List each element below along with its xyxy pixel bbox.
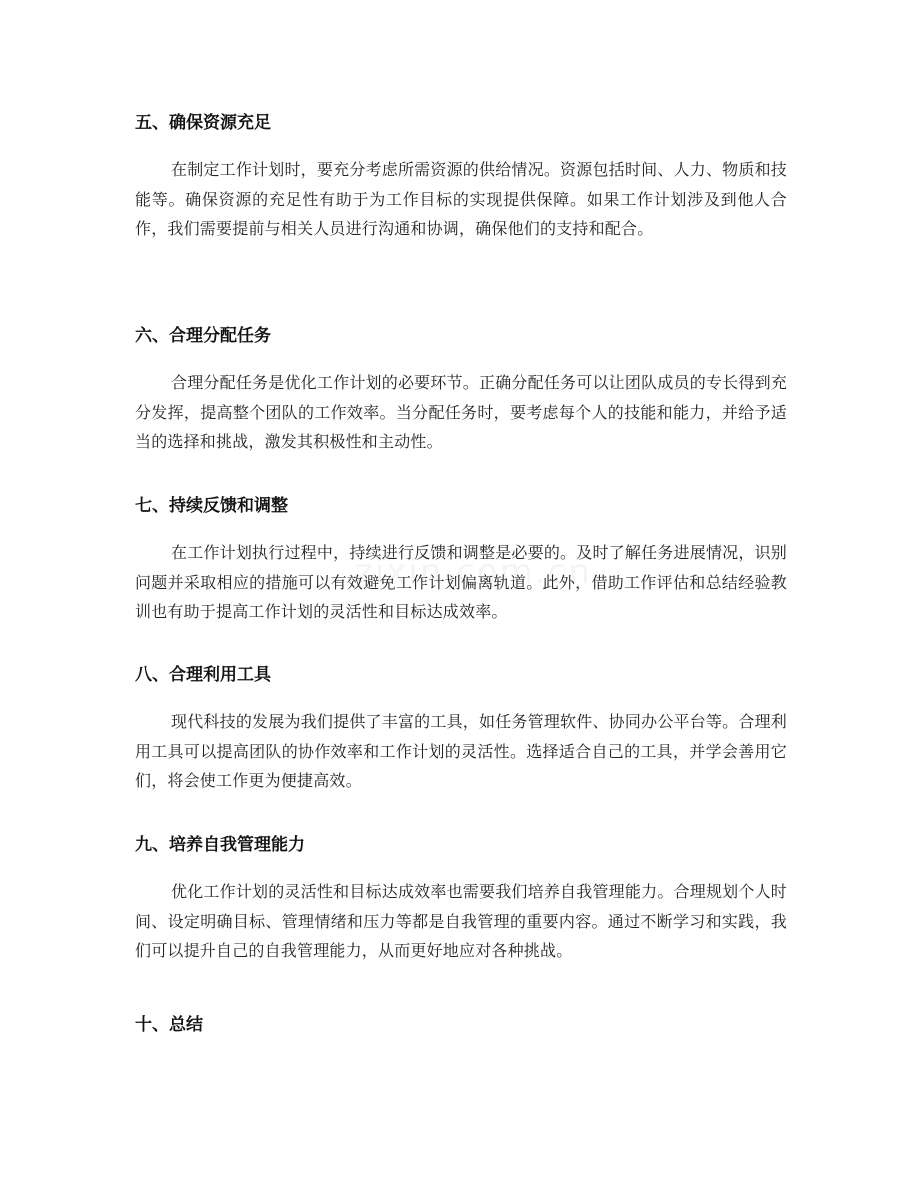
section-heading: 七、持续反馈和调整 [135, 496, 288, 516]
section-task-allocation [135, 318, 787, 457]
section-paragraph: 合理分配任务是优化工作计划的必要环节。正确分配任务可以让团队成员的专长得到充分发挥，提高整个团队的工作效率。当分配任务时，要考虑每个人的技能和能力，并给予适当的选择和挑战，激发其积极性和主动性。 [135, 373, 787, 452]
section-heading: 八、合理利用工具 [135, 665, 271, 685]
section-feedback [135, 488, 787, 627]
section-paragraph: 在工作计划执行过程中，持续进行反馈和调整是必要的。及时了解任务进展情况，识别问题并采取相应的措施可以有效避免工作计划偏离轨道。此外，借助工作评估和总结经验教训也有助于提高工作计划的灵活性和目标达成效率。 [135, 543, 787, 622]
section-resources [135, 105, 787, 244]
section-paragraph: 在制定工作计划时，要充分考虑所需资源的供给情况。资源包括时间、人力、物质和技能等。确保资源的充足性有助于为工作目标的实现提供保障。如果工作计划涉及到他人合作，我们需要提前与相关人员进行沟通和协调，确保他们的支持和配合。 [135, 160, 787, 239]
section-paragraph: 现代科技的发展为我们提供了丰富的工具，如任务管理软件、协同办公平台等。合理利用工具可以提高团队的协作效率和工作计划的灵活性。选择适合自己的工具，并学会善用它们，将会使工作更为便捷高效。 [135, 712, 787, 791]
section-paragraph: 优化工作计划的灵活性和目标达成效率也需要我们培养自我管理能力。合理规划个人时间、设定明确目标、管理情绪和压力等都是自我管理的重要内容。通过不断学习和实践，我们可以提升自己的自我管理能力，从而更好地应对各种挑战。 [135, 882, 787, 961]
section-heading: 六、合理分配任务 [135, 326, 271, 346]
section-heading: 十、总结 [135, 1015, 203, 1035]
section-heading: 五、确保资源充足 [135, 113, 271, 133]
section-tools [135, 657, 787, 796]
section-heading: 九、培养自我管理能力 [135, 835, 305, 855]
section-summary [135, 1007, 787, 1043]
section-self-management [135, 827, 787, 966]
